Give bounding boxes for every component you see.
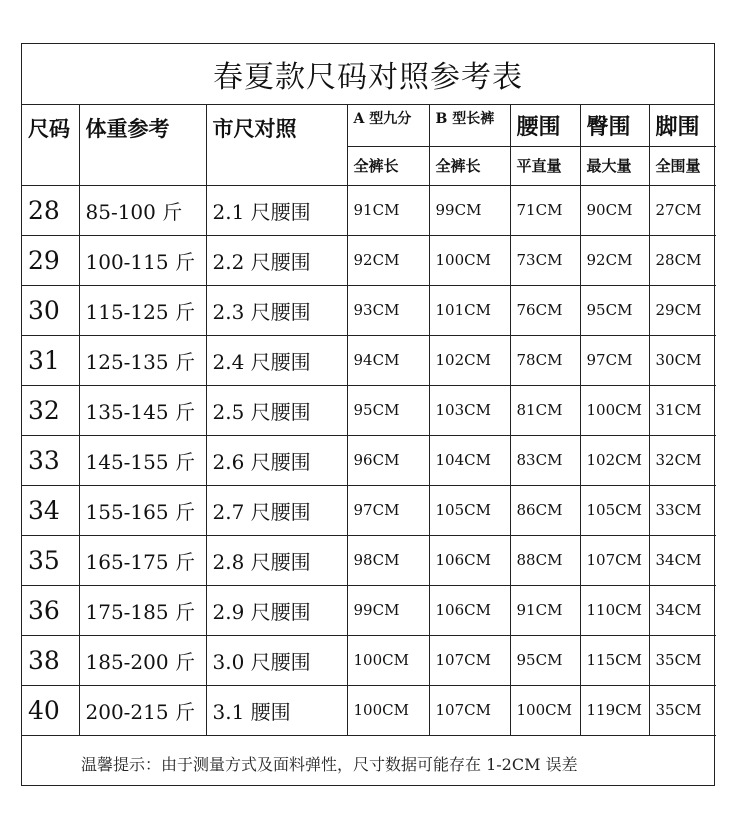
weight-cell: 145-155 斤: [79, 435, 206, 485]
waist-cell: 91CM: [510, 585, 580, 635]
hip-cell: 115CM: [580, 635, 649, 685]
hem-cell: 28CM: [649, 235, 716, 285]
header-row: [22, 105, 716, 146]
b-length-cell: 100CM: [429, 235, 510, 285]
a-length-cell: 93CM: [347, 285, 429, 335]
hip-cell: 92CM: [580, 235, 649, 285]
weight-cell: 175-185 斤: [79, 585, 206, 635]
a-length-cell: 92CM: [347, 235, 429, 285]
table-row: [22, 435, 716, 485]
b-length-cell: 103CM: [429, 385, 510, 435]
a-length-cell: 100CM: [347, 635, 429, 685]
header-hip: 臀围: [580, 105, 649, 146]
waist-cell: 81CM: [510, 385, 580, 435]
hip-cell: 102CM: [580, 435, 649, 485]
waist-cell: 78CM: [510, 335, 580, 385]
market-waist-cell: 2.2 尺腰围: [206, 235, 347, 285]
table-row: [22, 335, 716, 385]
hem-cell: 32CM: [649, 435, 716, 485]
header-hem: 脚围: [649, 105, 716, 146]
weight-cell: 185-200 斤: [79, 635, 206, 685]
waist-cell: 76CM: [510, 285, 580, 335]
hem-cell: 35CM: [649, 685, 716, 735]
a-length-cell: 98CM: [347, 535, 429, 585]
table-row: [22, 285, 716, 335]
subheader-b-length: 全裤长: [429, 146, 510, 185]
hip-cell: 95CM: [580, 285, 649, 335]
hem-cell: 34CM: [649, 585, 716, 635]
header-weight: 体重参考: [79, 105, 206, 185]
header-waist-market: 市尺对照: [206, 105, 347, 185]
size-cell: 32: [22, 385, 79, 435]
waist-cell: 88CM: [510, 535, 580, 585]
weight-cell: 115-125 斤: [79, 285, 206, 335]
b-length-cell: 105CM: [429, 485, 510, 535]
chart-title: 春夏款尺码对照参考表: [22, 44, 714, 105]
b-length-cell: 107CM: [429, 635, 510, 685]
header-a-type: A 型九分: [347, 105, 429, 146]
b-length-cell: 104CM: [429, 435, 510, 485]
hip-cell: 100CM: [580, 385, 649, 435]
b-length-cell: 99CM: [429, 185, 510, 235]
waist-cell: 73CM: [510, 235, 580, 285]
subheader-hem-method: 全围量: [649, 146, 716, 185]
waist-cell: 95CM: [510, 635, 580, 685]
size-cell: 28: [22, 185, 79, 235]
hem-cell: 33CM: [649, 485, 716, 535]
market-waist-cell: 2.9 尺腰围: [206, 585, 347, 635]
table-row: [22, 235, 716, 285]
weight-cell: 135-145 斤: [79, 385, 206, 435]
table-row: [22, 685, 716, 735]
market-waist-cell: 3.0 尺腰围: [206, 635, 347, 685]
table-row: [22, 535, 716, 585]
a-length-cell: 94CM: [347, 335, 429, 385]
b-length-cell: 107CM: [429, 685, 510, 735]
waist-cell: 86CM: [510, 485, 580, 535]
hip-cell: 105CM: [580, 485, 649, 535]
market-waist-cell: 2.1 尺腰围: [206, 185, 347, 235]
size-cell: 30: [22, 285, 79, 335]
size-cell: 34: [22, 485, 79, 535]
hem-cell: 30CM: [649, 335, 716, 385]
market-waist-cell: 2.4 尺腰围: [206, 335, 347, 385]
hem-cell: 27CM: [649, 185, 716, 235]
size-cell: 35: [22, 535, 79, 585]
waist-cell: 83CM: [510, 435, 580, 485]
hip-cell: 90CM: [580, 185, 649, 235]
weight-cell: 85-100 斤: [79, 185, 206, 235]
hip-cell: 119CM: [580, 685, 649, 735]
weight-cell: 100-115 斤: [79, 235, 206, 285]
market-waist-cell: 2.8 尺腰围: [206, 535, 347, 585]
a-length-cell: 95CM: [347, 385, 429, 435]
hem-cell: 35CM: [649, 635, 716, 685]
footer-note: 温馨提示：由于测量方式及面料弹性，尺寸数据可能存在 1-2CM 误差: [81, 755, 578, 774]
subheader-waist-method: 平直量: [510, 146, 580, 185]
header-waist: 腰围: [510, 105, 580, 146]
weight-cell: 200-215 斤: [79, 685, 206, 735]
size-cell: 40: [22, 685, 79, 735]
hem-cell: 31CM: [649, 385, 716, 435]
market-waist-cell: 2.6 尺腰围: [206, 435, 347, 485]
weight-cell: 125-135 斤: [79, 335, 206, 385]
size-cell: 33: [22, 435, 79, 485]
table-row: [22, 385, 716, 435]
b-length-cell: 102CM: [429, 335, 510, 385]
waist-cell: 71CM: [510, 185, 580, 235]
hem-cell: 34CM: [649, 535, 716, 585]
hip-cell: 107CM: [580, 535, 649, 585]
market-waist-cell: 2.5 尺腰围: [206, 385, 347, 435]
size-cell: 36: [22, 585, 79, 635]
hem-cell: 29CM: [649, 285, 716, 335]
a-length-cell: 99CM: [347, 585, 429, 635]
a-length-cell: 97CM: [347, 485, 429, 535]
size-chart: [21, 43, 715, 786]
size-cell: 38: [22, 635, 79, 685]
table-row: [22, 185, 716, 235]
weight-cell: 155-165 斤: [79, 485, 206, 535]
hip-cell: 97CM: [580, 335, 649, 385]
header-size: 尺码: [22, 105, 79, 185]
header-b-type: B 型长裤: [429, 105, 510, 146]
table-row: [22, 485, 716, 535]
subheader-a-length: 全裤长: [347, 146, 429, 185]
table-row: [22, 635, 716, 685]
weight-cell: 165-175 斤: [79, 535, 206, 585]
market-waist-cell: 3.1 腰围: [206, 685, 347, 735]
subheader-hip-method: 最大量: [580, 146, 649, 185]
b-length-cell: 106CM: [429, 585, 510, 635]
table-row: [22, 585, 716, 635]
size-cell: 31: [22, 335, 79, 385]
b-length-cell: 101CM: [429, 285, 510, 335]
size-table: [22, 105, 716, 736]
a-length-cell: 91CM: [347, 185, 429, 235]
market-waist-cell: 2.3 尺腰围: [206, 285, 347, 335]
hip-cell: 110CM: [580, 585, 649, 635]
b-length-cell: 106CM: [429, 535, 510, 585]
market-waist-cell: 2.7 尺腰围: [206, 485, 347, 535]
a-length-cell: 100CM: [347, 685, 429, 735]
a-length-cell: 96CM: [347, 435, 429, 485]
waist-cell: 100CM: [510, 685, 580, 735]
size-cell: 29: [22, 235, 79, 285]
